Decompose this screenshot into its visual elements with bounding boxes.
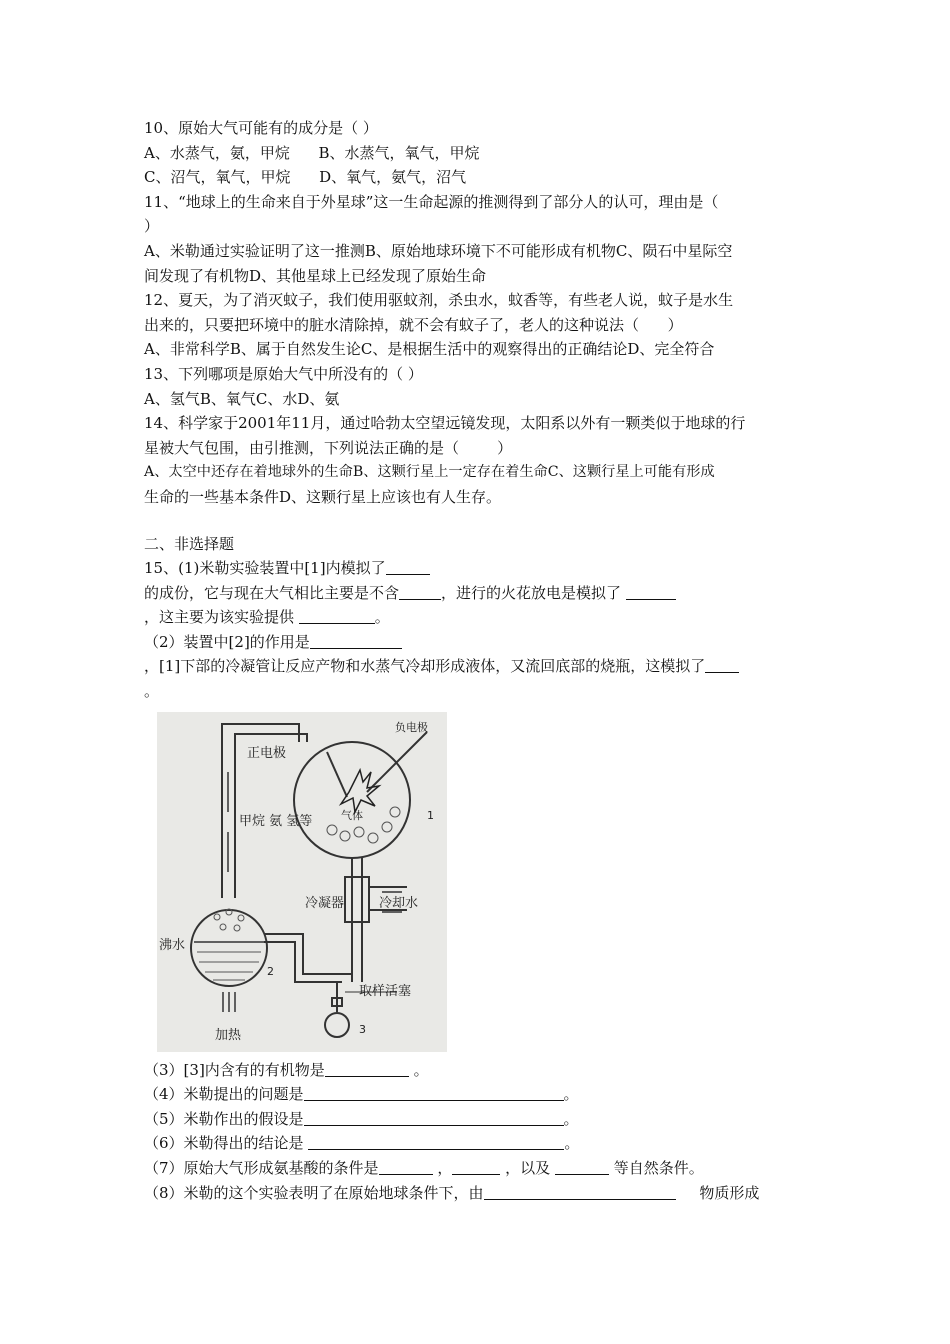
q15-blank-a[interactable]	[386, 558, 430, 575]
q15-part3-text-b: 。	[374, 608, 390, 627]
negative-electrode	[367, 732, 427, 792]
label-boiling-water: 沸水	[159, 937, 186, 953]
q10-stem: 10、原始大气可能有的成分是（ ）	[144, 119, 378, 137]
reaction-flask	[294, 742, 410, 858]
q14-stem-2: 星被大气包围，由引推测，下列说法正确的是（ ）	[144, 438, 513, 457]
q15-5-text: （5）米勒作出的假设是	[144, 1109, 304, 1128]
q15-blank-d[interactable]	[299, 607, 375, 624]
q10-options-ab: A、水蒸气，氨，甲烷 B、水蒸气，氧气，甲烷	[144, 143, 480, 162]
q15-line-6: 。	[144, 682, 160, 701]
q15-part5-text: ，[1]下部的冷凝管让反应产物和水蒸气冷却形成液体，又流回底部的烧瓶，这模拟了	[144, 657, 706, 676]
sample-flask	[325, 1013, 349, 1037]
q11-options-1: A、米勒通过实验证明了这一推测B、原始地球环境下不可能形成有机物C、陨石中星际空	[144, 241, 733, 260]
label-flask-3: 3	[359, 1022, 366, 1036]
q15-part4-text: （2）装置中[2]的作用是	[144, 632, 310, 651]
q15-4-text: （4）米勒提出的问题是	[144, 1085, 304, 1104]
miller-apparatus-diagram	[157, 712, 447, 1052]
q15-4-blank[interactable]	[304, 1084, 564, 1101]
q15-6-blank[interactable]	[308, 1133, 564, 1150]
q15-4-line	[144, 1082, 814, 1107]
q15-3-line	[144, 1058, 814, 1083]
q15-5-blank[interactable]	[304, 1109, 564, 1126]
q11-stem-2: ）	[144, 217, 160, 236]
worksheet-page	[144, 116, 814, 1205]
q15-7-end: 等自然条件。	[613, 1159, 704, 1178]
q15-8-end: 物质形成	[699, 1183, 760, 1202]
q14-options-2: 生命的一些基本条件D、这颗行星上应该也有人生存。	[144, 487, 502, 506]
condenser	[345, 877, 369, 922]
q15-7-blank-c[interactable]	[555, 1158, 609, 1175]
q15-line-5	[144, 654, 814, 679]
q15-part2-text-a: 的成份，它与现在大气相比主要是不含	[144, 583, 400, 602]
q15-blank-f[interactable]	[705, 656, 739, 673]
label-flask-2: 2	[267, 964, 274, 978]
q15-line-4	[144, 630, 814, 655]
boiling-flask	[191, 910, 267, 986]
q15-6-text: （6）米勒得出的结论是	[144, 1134, 304, 1153]
q15-3-text: （3）[3]内含有的有机物是	[144, 1060, 325, 1079]
q15-7-text: （7）原始大气形成氨基酸的条件是	[144, 1159, 379, 1178]
label-condenser: 冷凝器	[305, 895, 345, 911]
q12-options: A、非常科学B、属于自然发生论C、是根据生活中的观察得出的正确结论D、完全符合	[144, 340, 715, 359]
q15-line-3	[144, 605, 814, 630]
section-heading: 二、非选择题	[144, 534, 235, 553]
q15-7-line	[144, 1156, 814, 1181]
q14-options-1: A、太空中还存在着地球外的生命B、这颗行星上一定存在着生命C、这颗行星上可能有形成	[144, 464, 715, 481]
q15-7-sep2: ，以及	[505, 1159, 551, 1178]
label-gas: 气体	[341, 808, 363, 822]
q13-stem: 13、下列哪项是原始大气中所没有的（ ）	[144, 364, 423, 383]
q13-options: A、氢气B、氧气C、水D、氨	[144, 389, 340, 408]
q15-6-end: 。	[564, 1134, 580, 1153]
q12-stem-2: 出来的，只要把环境中的脏水清除掉，就不会有蚊子了，老人的这种说法（ ）	[144, 315, 683, 334]
q14-stem-1: 14、科学家于2001年11月，通过哈勃太空望远镜发现，太阳系以外有一颗类似于地球的行	[144, 414, 746, 433]
q11-stem-1: 11、“地球上的生命来自于外星球”这一生命起源的推测得到了部分人的认可，理由是（	[144, 192, 719, 211]
q15-6-line	[144, 1131, 814, 1156]
q15-part2-text-b: ，进行的火花放电是模拟了	[441, 583, 622, 602]
q15-7-blank-a[interactable]	[379, 1158, 433, 1175]
q15-blank-e[interactable]	[310, 632, 402, 649]
q15-8-blank[interactable]	[484, 1183, 676, 1200]
q15-8-line	[144, 1181, 814, 1206]
label-flask-1: 1	[427, 808, 434, 822]
label-heat: 加热	[215, 1027, 242, 1043]
positive-electrode	[327, 752, 347, 797]
label-methane: 甲烷 氨 氢等	[239, 813, 313, 829]
q12-stem-1: 12、夏天，为了消灭蚊子，我们使用驱蚊剂，杀虫水，蚊香等，有些老人说，蚊子是水生	[144, 291, 734, 310]
label-stopcock: 取样活塞	[359, 983, 412, 999]
q10-options-cd: C、沼气，氧气，甲烷 D、氧气，氨气，沼气	[144, 168, 467, 187]
q15-part1-text: 15、(1)米勒实验装置中[1]内模拟了	[144, 559, 386, 578]
q15-line-2	[144, 581, 814, 606]
label-negative-electrode: 负电极	[395, 720, 428, 734]
q15-3-blank[interactable]	[325, 1060, 409, 1077]
q15-7-sep1: ，	[437, 1159, 453, 1178]
q15-blank-b[interactable]	[399, 583, 441, 600]
q15-3-end: 。	[413, 1060, 429, 1079]
q15-5-line	[144, 1107, 814, 1132]
q15-8-text: （8）米勒的这个实验表明了在原始地球条件下，由	[144, 1183, 484, 1202]
q15-part3-text-a: ，这主要为该实验提供	[144, 608, 295, 627]
label-positive-electrode: 正电极	[247, 745, 287, 761]
q11-options-2: 间发现了有机物D、其他星球上已经发现了原始生命	[144, 266, 487, 285]
label-coolwater: 冷却水	[379, 895, 419, 911]
q15-5-end: 。	[563, 1109, 579, 1128]
q15-7-blank-b[interactable]	[452, 1158, 500, 1175]
q15-4-end: 。	[563, 1085, 579, 1104]
q15-line-1	[144, 556, 814, 581]
q15-blank-c[interactable]	[626, 583, 676, 600]
